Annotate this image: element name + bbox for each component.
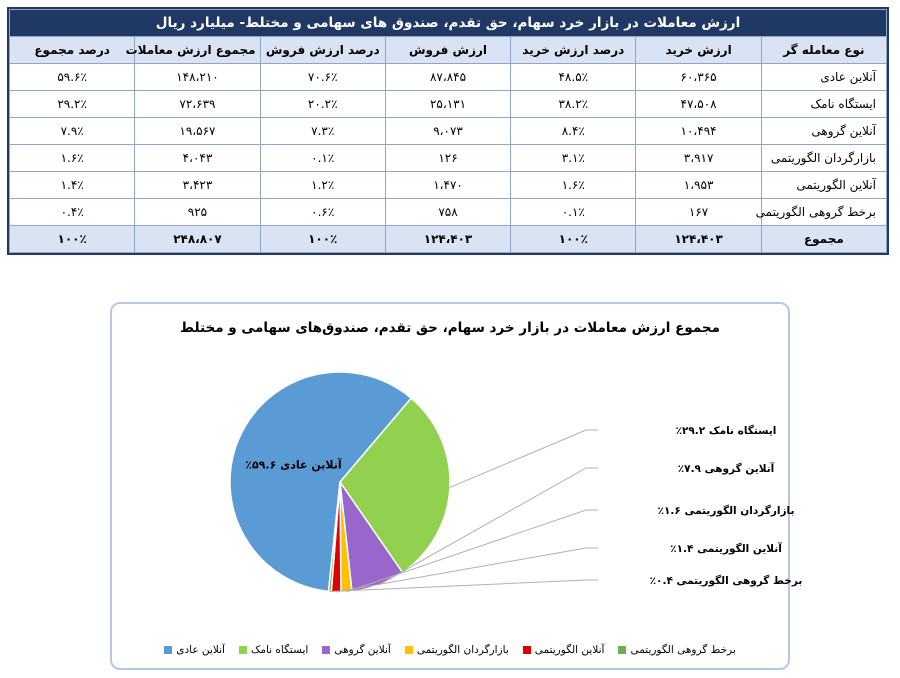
data-label: بازارگردان الگوریتمی ۱.۶٪: [657, 505, 795, 517]
table-cell: ۳،۴۲۳: [135, 172, 260, 199]
total-cell: ۱۰۰٪: [10, 226, 135, 253]
column-header: نوع معامله گر: [761, 37, 886, 64]
legend-swatch: [322, 646, 330, 654]
legend-item: [405, 644, 509, 656]
column-header: درصد ارزش خرید: [511, 37, 636, 64]
table-cell: ۱.۲٪: [260, 172, 385, 199]
total-cell: ۲۴۸،۸۰۷: [135, 226, 260, 253]
table-row: [10, 118, 887, 145]
table-cell: ۹،۰۷۳: [385, 118, 510, 145]
trader-type-cell: آنلاین گروهی: [761, 118, 886, 145]
table-row: [10, 64, 887, 91]
table-header-row: [10, 37, 887, 64]
table-cell: ۲۹.۲٪: [10, 91, 135, 118]
table-cell: ۷.۹٪: [10, 118, 135, 145]
total-cell: ۱۲۴،۴۰۳: [385, 226, 510, 253]
table-cell: ۰.۴٪: [10, 199, 135, 226]
table-row: [10, 145, 887, 172]
table-row: [10, 172, 887, 199]
total-label: مجموع: [761, 226, 886, 253]
table-cell: ۷۵۸: [385, 199, 510, 226]
table-cell: ۸۷،۸۴۵: [385, 64, 510, 91]
legend-label: بازارگردان الگوریتمی: [416, 644, 509, 656]
table-cell: ۰.۱٪: [260, 145, 385, 172]
legend-item: [618, 644, 735, 656]
legend-swatch: [618, 646, 626, 654]
table-cell: ۲۵،۱۳۱: [385, 91, 510, 118]
table-cell: ۹۲۵: [135, 199, 260, 226]
table-cell: ۸.۴٪: [511, 118, 636, 145]
data-label: آنلاین عادی ۵۹.۶٪: [245, 458, 342, 472]
table-cell: ۱.۶٪: [10, 145, 135, 172]
legend-item: [322, 644, 391, 656]
total-row: [10, 226, 887, 253]
table-cell: ۱۹،۵۶۷: [135, 118, 260, 145]
leader-line: [450, 430, 598, 487]
table-cell: ۱،۹۵۳: [636, 172, 761, 199]
legend-item: [523, 644, 605, 656]
table-cell: ۰.۱٪: [511, 199, 636, 226]
table-cell: ۷.۳٪: [260, 118, 385, 145]
legend-item: [239, 644, 308, 656]
trading-value-table: [7, 7, 889, 255]
legend-label: ایستگاه نامک: [250, 644, 309, 656]
legend-swatch: [239, 646, 247, 654]
chart-legend: [112, 644, 788, 656]
table-cell: ۱۴۸،۲۱۰: [135, 64, 260, 91]
legend-swatch: [164, 646, 172, 654]
legend-swatch: [523, 646, 531, 654]
legend-label: آنلاین الگوریتمی: [534, 644, 605, 656]
table-cell: ۱.۴٪: [10, 172, 135, 199]
total-cell: ۱۰۰٪: [511, 226, 636, 253]
table-cell: ۴۷،۵۰۸: [636, 91, 761, 118]
column-header: ارزش خرید: [636, 37, 761, 64]
pie-chart: [112, 304, 803, 668]
column-header: ارزش فروش: [385, 37, 510, 64]
total-cell: ۱۲۴،۴۰۳: [636, 226, 761, 253]
legend-swatch: [405, 646, 413, 654]
column-header: درصد مجموع: [10, 37, 135, 64]
table-cell: ۱،۴۷۰: [385, 172, 510, 199]
table-row: [10, 91, 887, 118]
table-cell: ۷۲،۶۳۹: [135, 91, 260, 118]
legend-item: [164, 644, 225, 656]
table-title: ارزش معاملات در بازار خرد سهام، حق تقدم، صندوق های سهامی و مختلط- میلیارد ریال: [10, 10, 887, 37]
table-cell: ۰.۶٪: [260, 199, 385, 226]
table-body: [10, 64, 887, 253]
pie-chart-card: [110, 302, 803, 670]
table-cell: ۱۲۶: [385, 145, 510, 172]
trader-type-cell: برخط گروهی الگوریتمی: [761, 199, 886, 226]
table: [9, 9, 887, 253]
trader-type-cell: بازارگردان الگوریتمی: [761, 145, 886, 172]
table-cell: ۷۰.۶٪: [260, 64, 385, 91]
trader-type-cell: آنلاین عادی: [761, 64, 886, 91]
column-header: درصد ارزش فروش: [260, 37, 385, 64]
table-cell: ۱۰،۴۹۴: [636, 118, 761, 145]
trader-type-cell: ایستگاه نامک: [761, 91, 886, 118]
table-row: [10, 199, 887, 226]
table-cell: ۱.۶٪: [511, 172, 636, 199]
table-cell: ۳.۱٪: [511, 145, 636, 172]
legend-label: برخط گروهی الگوریتمی: [630, 644, 736, 656]
table-cell: ۳،۹۱۷: [636, 145, 761, 172]
table-cell: ۵۹.۶٪: [10, 64, 135, 91]
chart-title: مجموع ارزش معاملات در بازار خرد سهام، حق تقدم، صندوق‌های سهامی و مختلط: [180, 320, 720, 336]
table-cell: ۲۰.۲٪: [260, 91, 385, 118]
table-cell: ۶۰،۳۶۵: [636, 64, 761, 91]
table-cell: ۴۸.۵٪: [511, 64, 636, 91]
table-cell: ۳۸.۲٪: [511, 91, 636, 118]
table-cell: ۱۶۷: [636, 199, 761, 226]
legend-label: آنلاین عادی: [176, 644, 225, 656]
column-header: مجموع ارزش معاملات: [135, 37, 260, 64]
trader-type-cell: آنلاین الگوریتمی: [761, 172, 886, 199]
data-label: برخط گروهی الگوریتمی ۰.۴٪: [649, 575, 803, 587]
legend-label: آنلاین گروهی: [334, 644, 391, 656]
data-label: ایستگاه نامک ۲۹.۲٪: [675, 425, 777, 437]
total-cell: ۱۰۰٪: [260, 226, 385, 253]
table-title-row: [10, 10, 887, 37]
data-label: آنلاین الگوریتمی ۱.۴٪: [670, 543, 782, 555]
table-cell: ۴،۰۴۳: [135, 145, 260, 172]
data-label: آنلاین گروهی ۷.۹٪: [677, 463, 775, 475]
